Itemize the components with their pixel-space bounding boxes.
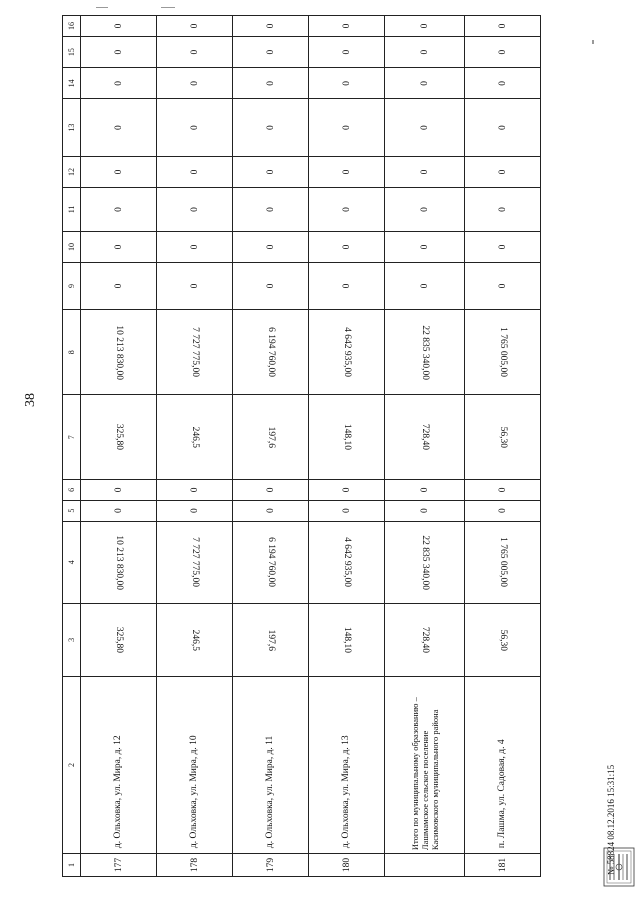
cell-c11: 0 — [341, 207, 352, 212]
table-row — [157, 16, 233, 877]
value-cell — [157, 68, 233, 99]
value-cell — [385, 310, 465, 395]
row-number: 177 — [81, 854, 157, 877]
value-cell — [309, 500, 385, 521]
registration-seal — [601, 846, 637, 888]
cell-c8: 6 194 760,00 — [265, 327, 276, 378]
cell-c3: 325,80 — [113, 626, 124, 653]
cell-c5: 0 — [113, 508, 124, 514]
cell-c13: 0 — [265, 125, 276, 131]
value-cell — [233, 156, 309, 187]
column-number-10: 10 — [63, 231, 81, 262]
cell-c4: 22 835 340,00 — [419, 534, 430, 590]
value-cell — [157, 521, 233, 603]
cell-c12: 0 — [265, 169, 276, 175]
column-number-9: 9 — [63, 263, 81, 310]
value-cell — [81, 36, 157, 67]
value-cell — [233, 231, 309, 262]
value-cell — [309, 603, 385, 676]
header-row — [63, 16, 81, 877]
value-cell — [465, 231, 541, 262]
cell-c4: 1 765 005,00 — [497, 537, 508, 588]
cell-c9: 0 — [341, 283, 352, 289]
value-cell — [81, 263, 157, 310]
address-cell: п. Лашма, ул. Садовая, д. 4 — [465, 676, 541, 853]
cell-c16: 0 — [265, 23, 276, 29]
row-number: 181 — [465, 854, 541, 877]
cell-c13: 0 — [419, 125, 430, 131]
scan-speck — [592, 40, 594, 44]
value-cell — [157, 16, 233, 37]
column-number-5: 5 — [63, 500, 81, 521]
value-cell — [465, 16, 541, 37]
cell-c7: 246,5 — [189, 426, 200, 448]
value-cell — [309, 99, 385, 156]
value-cell — [233, 395, 309, 479]
table-row — [81, 16, 157, 877]
column-number-15: 15 — [63, 36, 81, 67]
address-cell: д. Ольховка, ул. Мира, д. 11 — [233, 676, 309, 853]
value-cell — [233, 36, 309, 67]
value-cell — [385, 500, 465, 521]
cell-c11: 0 — [265, 207, 276, 212]
cell-c15: 0 — [341, 49, 352, 55]
cell-c15: 0 — [497, 49, 508, 55]
value-cell — [233, 500, 309, 521]
cell-c11: 0 — [189, 207, 200, 212]
value-cell — [385, 521, 465, 603]
cell-c7: 728,40 — [419, 424, 430, 451]
value-cell — [81, 603, 157, 676]
value-cell — [385, 99, 465, 156]
scan-speck — [161, 7, 175, 8]
value-cell — [385, 156, 465, 187]
value-cell — [465, 156, 541, 187]
value-cell — [233, 521, 309, 603]
cell-c11: 0 — [497, 207, 508, 212]
cell-c15: 0 — [265, 49, 276, 55]
value-cell — [309, 395, 385, 479]
value-cell — [465, 36, 541, 67]
value-cell — [309, 36, 385, 67]
row-number: 180 — [309, 854, 385, 877]
value-cell — [309, 16, 385, 37]
value-cell — [385, 395, 465, 479]
value-cell — [385, 68, 465, 99]
cell-c6: 0 — [341, 487, 352, 493]
address-cell: д. Ольховка, ул. Мира, д. 13 — [309, 676, 385, 853]
value-cell — [81, 500, 157, 521]
cell-c13: 0 — [497, 125, 508, 131]
value-cell — [81, 99, 157, 156]
value-cell — [81, 479, 157, 500]
cell-c4: 4 642 935,00 — [341, 537, 352, 588]
cell-c7: 148,10 — [341, 424, 352, 451]
value-cell — [157, 99, 233, 156]
cell-c14: 0 — [341, 80, 352, 86]
cell-c9: 0 — [419, 283, 430, 289]
value-cell — [233, 68, 309, 99]
cell-c9: 0 — [113, 283, 124, 289]
value-cell — [309, 521, 385, 603]
value-cell — [465, 263, 541, 310]
value-cell — [81, 188, 157, 232]
column-number-4: 4 — [63, 521, 81, 603]
cell-c8: 4 642 935,00 — [341, 327, 352, 378]
cell-c16: 0 — [113, 23, 124, 29]
value-cell — [81, 521, 157, 603]
cell-c10: 0 — [341, 244, 352, 250]
value-cell — [309, 156, 385, 187]
cell-c15: 0 — [189, 49, 200, 55]
cell-c16: 0 — [341, 23, 352, 29]
cell-c9: 0 — [265, 283, 276, 289]
value-cell — [157, 231, 233, 262]
table-row — [309, 16, 385, 877]
cell-c13: 0 — [341, 125, 352, 131]
value-cell — [465, 188, 541, 232]
value-cell — [233, 188, 309, 232]
cell-c9: 0 — [189, 283, 200, 289]
cell-c12: 0 — [419, 169, 430, 175]
cell-c7: 56,30 — [497, 426, 508, 448]
cell-c14: 0 — [189, 80, 200, 86]
cell-c11: 0 — [419, 207, 430, 212]
cell-c8: 1 765 005,00 — [497, 327, 508, 378]
value-cell — [309, 188, 385, 232]
cell-c8: 10 213 830,00 — [113, 324, 124, 380]
column-number-7: 7 — [63, 395, 81, 479]
value-cell — [465, 395, 541, 479]
value-cell — [309, 263, 385, 310]
cell-c9: 0 — [497, 283, 508, 289]
cell-c10: 0 — [113, 244, 124, 250]
value-cell — [465, 479, 541, 500]
column-number-12: 12 — [63, 156, 81, 187]
value-cell — [385, 36, 465, 67]
value-cell — [157, 310, 233, 395]
cell-c6: 0 — [497, 487, 508, 493]
scan-speck — [96, 7, 108, 8]
value-cell — [465, 68, 541, 99]
cell-c12: 0 — [189, 169, 200, 175]
row-number: 179 — [233, 854, 309, 877]
cell-c12: 0 — [341, 169, 352, 175]
value-cell — [385, 603, 465, 676]
table-row — [465, 16, 541, 877]
table-row — [233, 16, 309, 877]
value-cell — [233, 310, 309, 395]
value-cell — [157, 500, 233, 521]
cell-c8: 22 835 340,00 — [419, 324, 430, 380]
cell-c5: 0 — [497, 508, 508, 514]
value-cell — [309, 310, 385, 395]
value-cell — [157, 263, 233, 310]
address-cell: д. Ольховка, ул. Мира, д. 10 — [157, 676, 233, 853]
value-cell — [157, 36, 233, 67]
value-cell — [465, 521, 541, 603]
column-number-14: 14 — [63, 68, 81, 99]
cell-c4: 10 213 830,00 — [113, 534, 124, 590]
value-cell — [385, 188, 465, 232]
cell-c13: 0 — [113, 125, 124, 131]
cell-c4: 6 194 760,00 — [265, 537, 276, 588]
value-cell — [465, 603, 541, 676]
row-number: 178 — [157, 854, 233, 877]
cell-c5: 0 — [419, 508, 430, 514]
cell-c5: 0 — [265, 508, 276, 514]
column-number-8: 8 — [63, 310, 81, 395]
cell-c6: 0 — [265, 487, 276, 493]
value-cell — [233, 263, 309, 310]
cell-c16: 0 — [419, 23, 430, 29]
cell-c10: 0 — [189, 244, 200, 250]
value-cell — [309, 68, 385, 99]
cell-c10: 0 — [419, 244, 430, 250]
column-number-2: 2 — [63, 676, 81, 853]
cell-c14: 0 — [265, 80, 276, 86]
page-number: 38 — [23, 393, 38, 407]
cell-c13: 0 — [189, 125, 200, 131]
row-number — [385, 854, 465, 877]
value-cell — [385, 231, 465, 262]
cell-c3: 246,5 — [189, 629, 200, 651]
value-cell — [81, 231, 157, 262]
cell-c5: 0 — [189, 508, 200, 514]
cell-c14: 0 — [497, 80, 508, 86]
address-cell: д. Ольховка, ул. Мира, д. 12 — [81, 676, 157, 853]
value-cell — [81, 395, 157, 479]
value-cell — [385, 16, 465, 37]
column-number-16: 16 — [63, 16, 81, 37]
cell-c3: 197,6 — [265, 629, 276, 651]
document-timestamp: № 58824 08.12.2016 15:31:15 — [606, 764, 616, 876]
cell-c3: 148,10 — [341, 626, 352, 653]
value-cell — [233, 479, 309, 500]
column-number-13: 13 — [63, 99, 81, 156]
cell-c16: 0 — [497, 23, 508, 29]
cell-c7: 197,6 — [265, 426, 276, 448]
cell-c3: 728,40 — [419, 626, 430, 653]
cell-c15: 0 — [113, 49, 124, 55]
value-cell — [233, 603, 309, 676]
value-cell — [309, 479, 385, 500]
value-cell — [81, 310, 157, 395]
cell-c11: 0 — [113, 207, 124, 212]
cell-c14: 0 — [419, 80, 430, 86]
total-row — [385, 16, 465, 877]
cell-c6: 0 — [113, 487, 124, 493]
cell-c15: 0 — [419, 49, 430, 55]
cell-c6: 0 — [189, 487, 200, 493]
value-cell — [385, 263, 465, 310]
value-cell — [465, 500, 541, 521]
cell-c14: 0 — [113, 80, 124, 86]
column-number-6: 6 — [63, 479, 81, 500]
cell-c8: 7 727 775,00 — [189, 327, 200, 378]
value-cell — [233, 16, 309, 37]
value-cell — [81, 16, 157, 37]
value-cell — [385, 479, 465, 500]
column-number-1: 1 — [63, 854, 81, 877]
cell-c10: 0 — [265, 244, 276, 250]
value-cell — [465, 310, 541, 395]
value-cell — [81, 156, 157, 187]
cell-c4: 7 727 775,00 — [189, 537, 200, 588]
value-cell — [309, 231, 385, 262]
register-table — [62, 15, 541, 877]
column-number-11: 11 — [63, 188, 81, 232]
cell-c12: 0 — [497, 169, 508, 175]
cell-c12: 0 — [113, 169, 124, 175]
value-cell — [465, 99, 541, 156]
register-table-rotated — [62, 15, 531, 877]
value-cell — [157, 395, 233, 479]
value-cell — [233, 99, 309, 156]
value-cell — [157, 156, 233, 187]
cell-c16: 0 — [189, 23, 200, 29]
value-cell — [157, 188, 233, 232]
cell-c6: 0 — [419, 487, 430, 493]
cell-c10: 0 — [497, 244, 508, 250]
cell-c7: 325,80 — [113, 424, 124, 451]
column-number-3: 3 — [63, 603, 81, 676]
value-cell — [81, 68, 157, 99]
total-label: Итого по муниципальному образованию – Лашмамское сельское поселение Касимовского муниципального района — [385, 676, 465, 853]
value-cell — [157, 603, 233, 676]
seal-graphic — [601, 846, 637, 888]
value-cell — [157, 479, 233, 500]
cell-c5: 0 — [341, 508, 352, 514]
cell-c3: 56,30 — [497, 629, 508, 651]
